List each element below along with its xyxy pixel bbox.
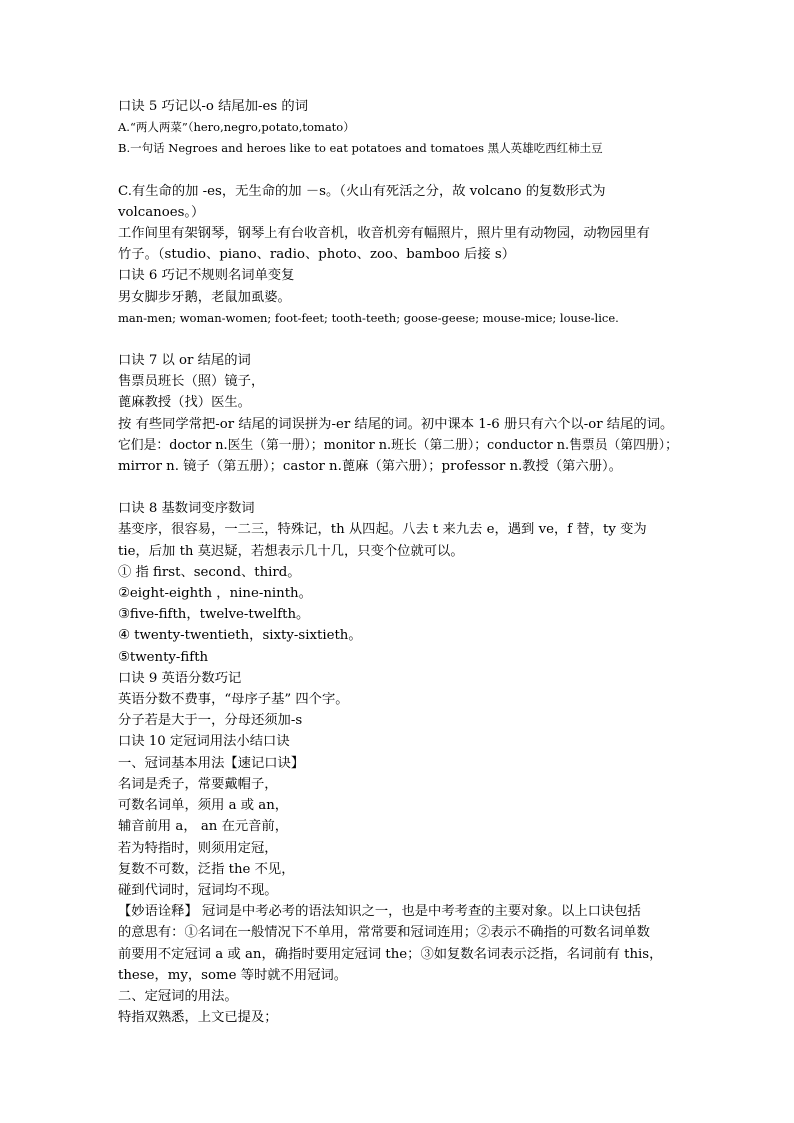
verse-line: 辅音前用 a， an 在元音前， <box>118 819 289 835</box>
verse-line: 名词是秃子，常要戴帽子， <box>118 776 278 792</box>
heading-kouj-5: 口诀 5 巧记以-o 结尾加-es 的词 <box>118 99 309 114</box>
heading-kouj-9: 口诀 9 英语分数巧记 <box>118 670 242 686</box>
text-line: 售票员班长（照）镜子， <box>118 374 265 390</box>
spacer <box>118 160 678 181</box>
heading-kouj-10: 口诀 10 定冠词用法小结口诀 <box>118 734 290 750</box>
text-line: 它们是：doctor n.医生（第一册）；monitor n.班长（第二册）；conductor n.售票员（第四册）； <box>118 437 678 453</box>
text-line: 竹子。（studio、piano、radio、photo、zoo、bamboo 后接 s） <box>118 247 516 263</box>
text-line: A.“两人两菜”（hero,negro,potato,tomato） <box>118 120 355 135</box>
text-line: 按 有些同学常把-or 结尾的词误拼为-er 结尾的词。初中课本 1-6 册只有六个以-or 结尾的词。 <box>118 416 674 432</box>
text-line: tie，后加 th 莫迟疑，若想表示几十几，只变个位就可以。 <box>118 543 464 559</box>
text-line: 男女脚步牙鹅，老鼠加虱婆。 <box>118 289 291 305</box>
subheading: 一、冠词基本用法【速记口诀】 <box>118 755 305 771</box>
text-line: 【妙语诠释】 冠词是中考必考的语法知识之一，也是中考考查的主要对象。以上口诀包括 <box>118 904 641 920</box>
text-line: B.一句话 Negroes and heroes like to eat potatoes and tomatoes 黑人英雄吃西红柿土豆 <box>118 141 603 156</box>
verse-line: 若为特指时，则须用定冠， <box>118 840 278 856</box>
list-item: ① 指 first、second、third。 <box>118 564 301 580</box>
text-line: man-men; woman-women; foot-feet; tooth-teeth; goose-geese; mouse-mice; louse-lice. <box>118 310 619 325</box>
text-line: 英语分数不费事，“母序子基” 四个字。 <box>118 692 349 708</box>
text-line: volcanoes。） <box>118 204 205 220</box>
text-line: 分子若是大于一，分母还须加-s <box>118 713 303 729</box>
text-line: 前要用不定冠词 a 或 an，确指时要用定冠词 the；③如复数名词表示泛指，名词前有 this， <box>118 946 663 962</box>
list-item: ③five-fifth，twelve-twelfth。 <box>118 607 310 623</box>
list-item: ⑤twenty-fifth <box>118 649 209 665</box>
document-page <box>118 96 678 1028</box>
verse-line: 可数名词单，须用 a 或 an， <box>118 798 289 814</box>
text-line: 基变序，很容易，一二三，特殊记，th 从四起。八去 t 来九去 e，遇到 ve，f 替，ty 变为 <box>118 522 647 538</box>
text-line: 特指双熟悉，上文已提及； <box>118 1010 278 1026</box>
spacer <box>118 329 678 350</box>
text-line: 的意思有：①名词在一般情况下不单用，常常要和冠词连用；②表示不确指的可数名词单数 <box>118 925 650 941</box>
subheading: 二、定冠词的用法。 <box>118 988 238 1004</box>
text-line: 蓖麻教授（找）医生。 <box>118 395 251 411</box>
verse-line: 复数不可数，泛指 the 不见， <box>118 861 295 877</box>
list-item: ②eight-eighth ，nine-ninth。 <box>118 586 312 602</box>
text-line: 工作间里有架钢琴，钢琴上有台收音机，收音机旁有幅照片，照片里有动物园，动物园里有 <box>118 226 650 242</box>
list-item: ④ twenty-twentieth，sixty-sixtieth。 <box>118 628 362 644</box>
heading-kouj-8: 口诀 8 基数词变序数词 <box>118 501 255 517</box>
verse-line: 碰到代词时，冠词均不现。 <box>118 882 278 898</box>
heading-kouj-7: 口诀 7 以 or 结尾的词 <box>118 353 251 369</box>
heading-kouj-6: 口诀 6 巧记不规则名词单变复 <box>118 268 295 284</box>
text-line: C.有生命的加 -es，无生命的加 －s。（火山有死活之分，故 volcano 的复数形式为 <box>118 183 606 199</box>
text-line: mirror n. 镜子（第五册）；castor n.蓖麻（第六册）；professor n.教授（第六册）。 <box>118 459 622 475</box>
spacer <box>118 477 678 498</box>
text-line: these，my，some 等时就不用冠词。 <box>118 967 348 983</box>
